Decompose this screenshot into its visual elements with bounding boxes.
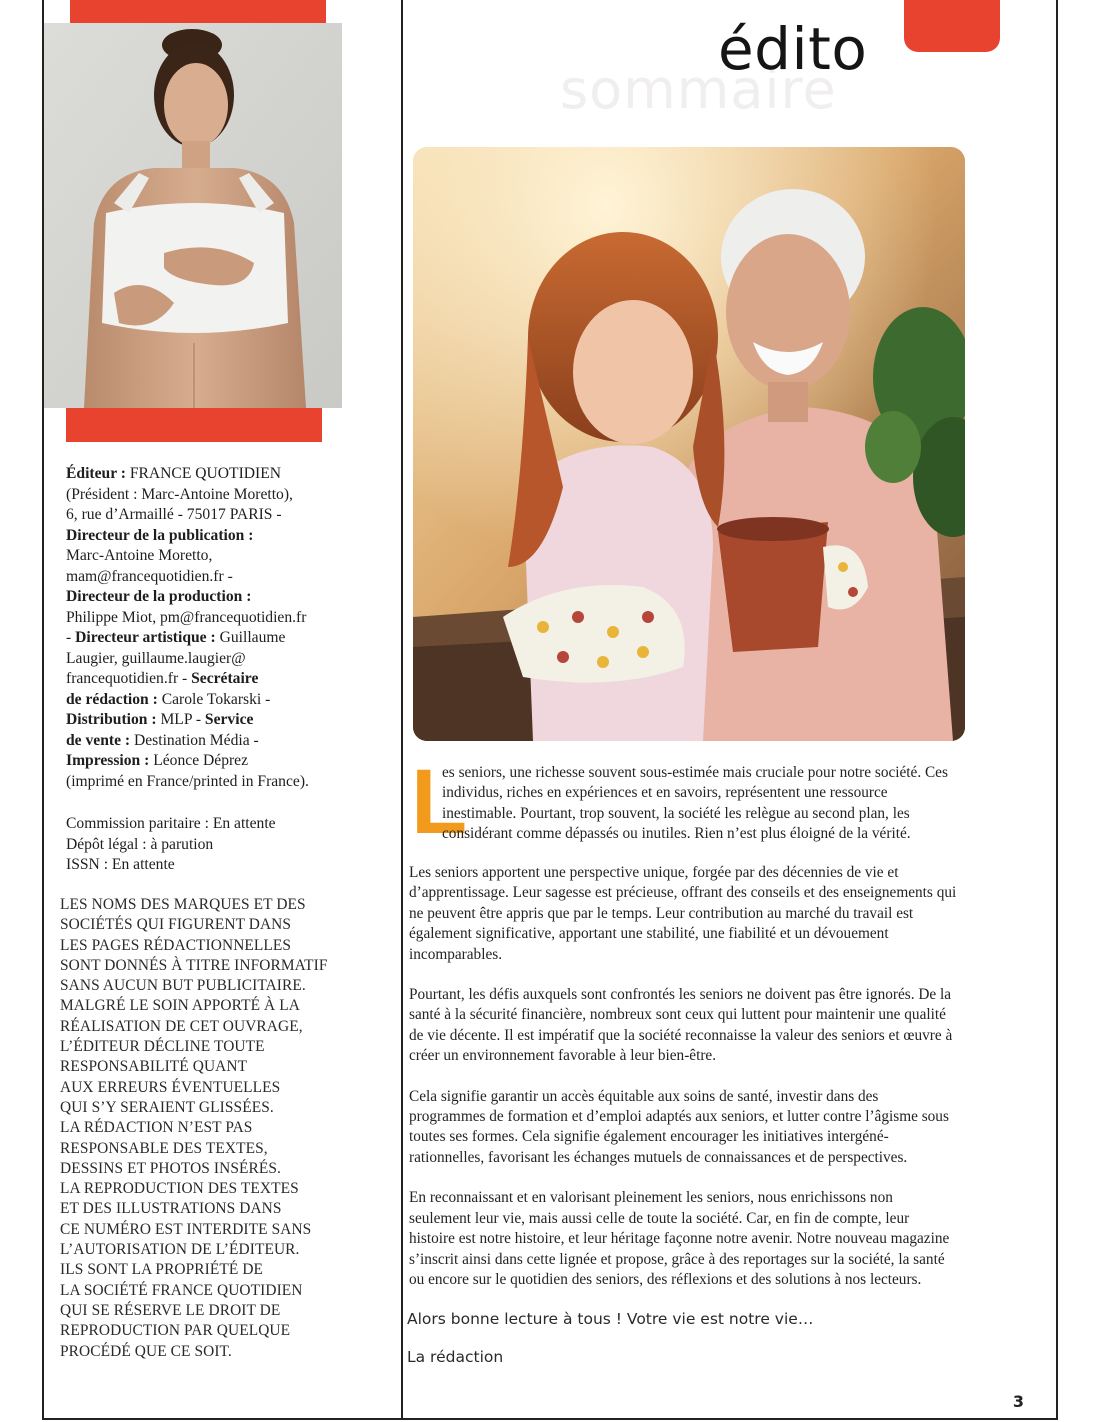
disclaimer-line: ILS SONT LA PROPRIÉTÉ DE (60, 1261, 264, 1279)
directeur-artistique-value: Guillaume (215, 629, 286, 646)
distribution-value: MLP - (156, 711, 205, 728)
disclaimer-line: RESPONSABLE DES TEXTES, (60, 1139, 268, 1157)
printed-in-france: (imprimé en France/printed in France). (66, 772, 309, 790)
disclaimer-line: LA SOCIÉTÉ FRANCE QUOTIDIEN (60, 1281, 303, 1299)
disclaimer-line: LA REPRODUCTION DES TEXTES (60, 1180, 299, 1198)
impression-value: Léonce Déprez (149, 752, 249, 769)
disclaimer-line: LES NOMS DES MARQUES ET DES (60, 896, 306, 913)
disclaimer-line: MALGRÉ LE SOIN APPORTÉ À LA (60, 997, 300, 1015)
disclaimer-line: SANS AUCUN BUT PUBLICITAIRE. (60, 977, 306, 995)
label-impression: Impression : (66, 752, 150, 769)
disclaimer-line: RÉALISATION DE CET OUVRAGE, (60, 1017, 303, 1035)
disclaimer-line: L’ÉDITEUR DÉCLINE TOUTE (60, 1038, 265, 1056)
address-line: 6, rue d’Armaillé - 75017 PARIS - (66, 506, 282, 523)
disclaimer-line: RESPONSABILITÉ QUANT (60, 1058, 248, 1076)
disclaimer-line: CE NUMÉRO EST INTERDITE SANS (60, 1220, 312, 1238)
disclaimer-line: SOCIÉTÉS QUI FIGURENT DANS (60, 916, 292, 934)
masthead-credits (66, 464, 366, 792)
closing-line: Alors bonne lecture à tous ! Votre vie est notre vie… (407, 1310, 814, 1328)
label-editeur: Éditeur : (66, 465, 126, 482)
dash: - (66, 629, 76, 646)
disclaimer-line: QUI SE RÉSERVE LE DROIT DE (60, 1301, 281, 1319)
disclaimer-line: SONT DONNÉS À TITRE INFORMATIF (60, 956, 328, 974)
directeur-publication-email: mam@francequotidien.fr - (66, 567, 233, 585)
directeur-production-value: Philippe Miot, pm@francequotidien.fr (66, 608, 307, 626)
disclaimer-line: LA RÉDACTION N’EST PAS (60, 1119, 253, 1137)
signature: La rédaction (407, 1348, 504, 1366)
label-service: Service (204, 711, 254, 728)
vente-value: Destination Média - (130, 731, 259, 749)
article-paragraph-3: Pourtant, les défis auxquels sont confrontés les seniors ne doivent pas être ignorés. De la santé à la sécurité financière, nombreux sont ceux qui luttent pour maintenir une qualité de vie décente. Il est impératif que la société reconnaisse la valeur des seniors et œuvre à créer un environnement favorable à leur bien-être. (409, 986, 953, 1065)
label-de-redaction: de rédaction : (66, 690, 158, 708)
legal-disclaimer (60, 895, 370, 1362)
depot-legal: Dépôt légal : à parution (66, 835, 214, 853)
red-accent-left-photo-bottom (66, 408, 322, 442)
faded-background-title: sommaire (560, 58, 837, 121)
article-paragraph-5: En reconnaissant et en valorisant pleinement les seniors, nous enrichissons non seulement leur vie, mais aussi celle de toute la société. Car, en fin de compte, leur histoire est notre histoire, et leur héritage façonne notre avenir. Notre nouveau magazine s’inscrit ainsi dans cette lignée et propose, grâce à des reportages sur la société, la santé ou encore sur le quotidien des seniors, des réflexions et des solutions à nos lecteurs. (409, 1189, 950, 1288)
page-title: édito (718, 15, 868, 83)
article-paragraph-2: Les seniors apportent une perspective unique, forgée par des décennies de vie et d’apprentissage. Leur sagesse est précieuse, offrant des conseils et des enseignements qui ne peuvent être appris que par le temps. Leur contribution au marché du travail est également significative, apportant une stabilité, une fiabilité et un dévouement incomparables. (409, 864, 957, 963)
email-domain: francequotidien.fr - (66, 670, 192, 687)
disclaimer-line: REPRODUCTION PAR QUELQUE (60, 1322, 291, 1340)
label-directeur-publication: Directeur de la publication : (66, 526, 254, 544)
label-directeur-production: Directeur de la production : (66, 588, 252, 605)
article-paragraph-4: Cela signifie garantir un accès équitable aux soins de santé, investir dans des programmes de formation et d’emploi adaptés aux seniors, et lutter contre l’âgisme sous toutes ses formes. Cela signifie également encourager les initiatives intergénérationnelles, favorisant les échanges mutuels de connaissances et de perspectives. (409, 1087, 949, 1166)
secretaire-value: Carole Tokarski - (157, 690, 271, 708)
legal-info (66, 814, 366, 876)
page-number: 3 (1012, 1392, 1024, 1411)
label-de-vente: de vente : (66, 731, 131, 749)
label-distribution: Distribution : (66, 711, 157, 728)
red-accent-top-left (70, 0, 326, 23)
disclaimer-line: DESSINS ET PHOTOS INSÉRÉS. (60, 1159, 281, 1177)
column-divider (401, 0, 403, 1418)
article-paragraph-1: es seniors, une richesse souvent sous-estimée mais cruciale pour notre société. Ces individus, riches en expériences et en savoirs, représentent une ressource inestimable. Pourtant, trop souvent, la société les relègue au second plan, les considérant comme dépassés ou inutiles. Rien n’est plus éloigné de la vérité. (442, 764, 948, 843)
directeur-artistique-email: Laugier, guillaume.laugier@ (66, 649, 246, 667)
directeur-publication-name: Marc-Antoine Moretto, (66, 547, 213, 564)
disclaimer-line: ET DES ILLUSTRATIONS DANS (60, 1200, 282, 1218)
red-accent-edito (904, 0, 1000, 52)
issn: ISSN : En attente (66, 856, 175, 873)
president-line: (Président : Marc-Antoine Moretto), (66, 485, 293, 503)
main-photo-grandmother-child (413, 147, 965, 741)
disclaimer-line: AUX ERREURS ÉVENTUELLES (60, 1078, 281, 1096)
commission-paritaire: Commission paritaire : En attente (66, 815, 276, 832)
article-body (409, 863, 957, 1310)
disclaimer-line: QUI S’Y SERAIENT GLISSÉES. (60, 1098, 274, 1116)
label-directeur-artistique: Directeur artistique : (75, 629, 216, 646)
editeur-value: FRANCE QUOTIDIEN (125, 465, 281, 482)
disclaimer-line: PROCÉDÉ QUE CE SOIT. (60, 1342, 232, 1360)
drop-cap: L (411, 751, 468, 853)
left-photo-woman (44, 23, 342, 408)
label-secretaire: Secrétaire (191, 670, 259, 687)
disclaimer-line: L’AUTORISATION DE L’ÉDITEUR. (60, 1241, 300, 1259)
disclaimer-line: LES PAGES RÉDACTIONNELLES (60, 936, 292, 954)
